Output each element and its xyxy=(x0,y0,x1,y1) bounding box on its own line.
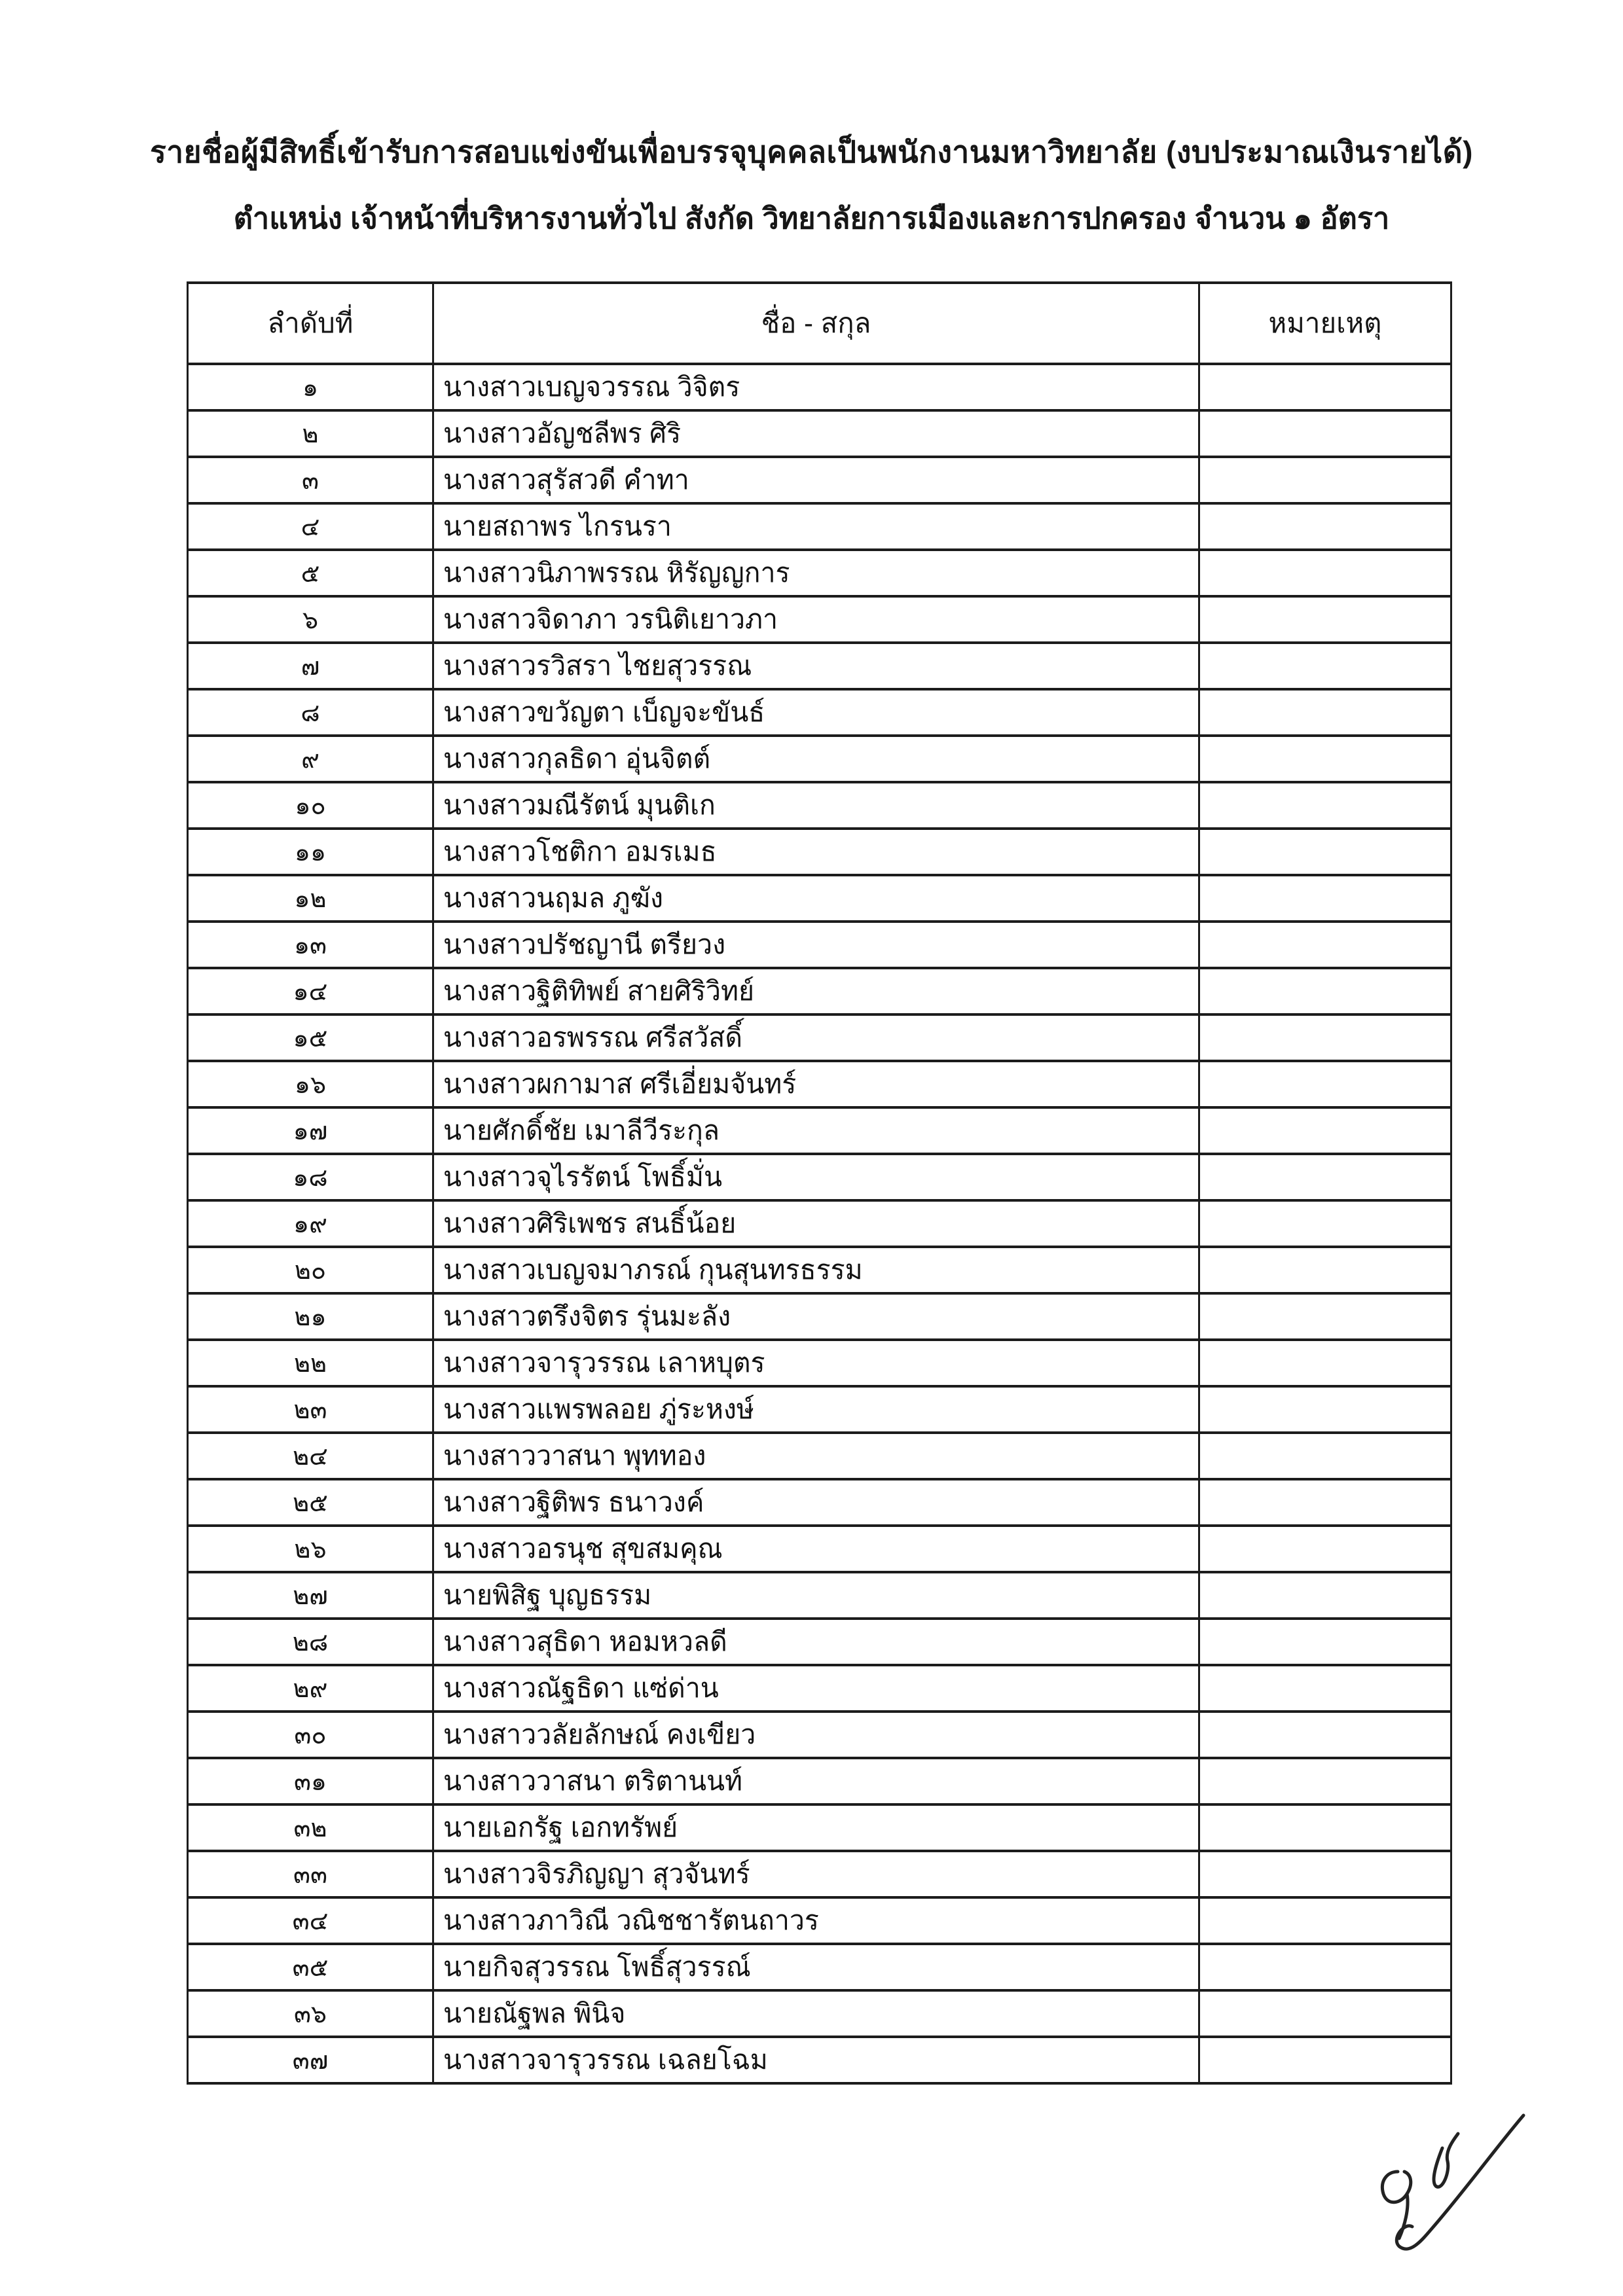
row-candidate-name: นางสาวมณีรัตน์ มุนติเก xyxy=(433,782,1199,829)
row-candidate-name: นายศักดิ์ชัย เมาลีวีระกุล xyxy=(433,1107,1199,1154)
row-order-number: ๑๕ xyxy=(188,1014,433,1061)
table-row xyxy=(188,1804,1451,1851)
row-candidate-name: นางสาวศิริเพชร สนธิ์น้อย xyxy=(433,1200,1199,1247)
row-remark xyxy=(1199,1712,1451,1758)
row-remark xyxy=(1199,1014,1451,1061)
table-row xyxy=(188,922,1451,968)
row-candidate-name: นางสาวจารุวรรณ เลาหบุตร xyxy=(433,1340,1199,1386)
row-order-number: ๑๑ xyxy=(188,829,433,875)
row-remark xyxy=(1199,1758,1451,1804)
row-order-number: ๒๒ xyxy=(188,1340,433,1386)
row-order-number: ๒๕ xyxy=(188,1479,433,1526)
table-row xyxy=(188,2037,1451,2083)
row-remark xyxy=(1199,1619,1451,1665)
document-title-line1: รายชื่อผู้มีสิทธิ์เข้ารับการสอบแข่งขันเพื่อบรรจุบุคคลเป็นพนักงานมหาวิทยาลัย (งบประมาณเงินรายได้) xyxy=(150,135,1473,169)
row-remark xyxy=(1199,875,1451,922)
row-candidate-name: นางสาวจิรภิญญา สุวจันทร์ xyxy=(433,1851,1199,1897)
row-remark xyxy=(1199,596,1451,643)
row-candidate-name: นายเอกรัฐ เอกทรัพย์ xyxy=(433,1804,1199,1851)
row-candidate-name: นางสาวจุไรรัตน์ โพธิ์มั่น xyxy=(433,1154,1199,1200)
row-order-number: ๓๑ xyxy=(188,1758,433,1804)
row-candidate-name: นางสาวผกามาส ศรีเอี่ยมจันทร์ xyxy=(433,1061,1199,1107)
table-row xyxy=(188,1293,1451,1340)
row-order-number: ๑๓ xyxy=(188,922,433,968)
row-order-number: ๒๗ xyxy=(188,1572,433,1619)
candidate-table-body xyxy=(188,364,1451,2083)
document-title-line2: ตำแหน่ง เจ้าหน้าที่บริหารงานทั่วไป สังกัด วิทยาลัยการเมืองและการปกครอง จำนวน ๑ อัตรา xyxy=(233,202,1390,235)
table-row xyxy=(188,1758,1451,1804)
row-remark xyxy=(1199,1154,1451,1200)
row-order-number: ๒๓ xyxy=(188,1386,433,1433)
row-candidate-name: นางสาวตรึงจิตร รุ่นมะลัง xyxy=(433,1293,1199,1340)
row-candidate-name: นางสาวจิดาภา วรนิติเยาวภา xyxy=(433,596,1199,643)
row-remark xyxy=(1199,1293,1451,1340)
row-order-number: ๓ xyxy=(188,457,433,503)
handwritten-signature-scribble xyxy=(1359,2088,1575,2284)
row-candidate-name: นางสาวสุรัสวดี คำทา xyxy=(433,457,1199,503)
row-candidate-name: นางสาวปรัชญานี ตรียวง xyxy=(433,922,1199,968)
row-remark xyxy=(1199,829,1451,875)
row-order-number: ๒๔ xyxy=(188,1433,433,1479)
row-order-number: ๒๘ xyxy=(188,1619,433,1665)
table-row xyxy=(188,596,1451,643)
row-order-number: ๒๖ xyxy=(188,1526,433,1572)
row-candidate-name: นางสาวนฤมล ภูฆัง xyxy=(433,875,1199,922)
row-candidate-name: นางสาวเบญจมาภรณ์ กุนสุนทรธรรม xyxy=(433,1247,1199,1293)
table-row xyxy=(188,1107,1451,1154)
row-remark xyxy=(1199,1061,1451,1107)
table-row xyxy=(188,1479,1451,1526)
row-remark xyxy=(1199,1386,1451,1433)
table-row xyxy=(188,1247,1451,1293)
row-order-number: ๑๔ xyxy=(188,968,433,1014)
header-order-number: ลำดับที่ xyxy=(188,283,433,364)
table-row xyxy=(188,1061,1451,1107)
table-row xyxy=(188,1340,1451,1386)
table-row xyxy=(188,410,1451,457)
table-row xyxy=(188,875,1451,922)
table-row xyxy=(188,457,1451,503)
row-remark xyxy=(1199,1107,1451,1154)
row-order-number: ๕ xyxy=(188,550,433,596)
row-remark xyxy=(1199,689,1451,736)
row-remark xyxy=(1199,1479,1451,1526)
row-order-number: ๙ xyxy=(188,736,433,782)
row-candidate-name: นางสาวอรพรรณ ศรีสวัสดิ์ xyxy=(433,1014,1199,1061)
row-candidate-name: นางสาววาสนา พุททอง xyxy=(433,1433,1199,1479)
row-candidate-name: นางสาววลัยลักษณ์ คงเขียว xyxy=(433,1712,1199,1758)
row-order-number: ๔ xyxy=(188,503,433,550)
row-order-number: ๓๗ xyxy=(188,2037,433,2083)
row-candidate-name: นางสาวอรนุช สุขสมคุณ xyxy=(433,1526,1199,1572)
row-remark xyxy=(1199,922,1451,968)
row-order-number: ๓๔ xyxy=(188,1897,433,1944)
row-remark xyxy=(1199,643,1451,689)
row-candidate-name: นางสาวขวัญตา เบ็ญจะขันธ์ xyxy=(433,689,1199,736)
table-row xyxy=(188,1572,1451,1619)
row-remark xyxy=(1199,968,1451,1014)
row-order-number: ๓๖ xyxy=(188,1990,433,2037)
row-order-number: ๒๙ xyxy=(188,1665,433,1712)
row-remark xyxy=(1199,2037,1451,2083)
row-remark xyxy=(1199,1247,1451,1293)
row-order-number: ๑๐ xyxy=(188,782,433,829)
row-order-number: ๒๑ xyxy=(188,1293,433,1340)
row-order-number: ๑ xyxy=(188,364,433,410)
row-remark xyxy=(1199,1897,1451,1944)
table-row xyxy=(188,1665,1451,1712)
row-remark xyxy=(1199,1851,1451,1897)
row-candidate-name: นางสาวอัญชลีพร ศิริ xyxy=(433,410,1199,457)
row-candidate-name: นางสาวเบญจวรรณ วิจิตร xyxy=(433,364,1199,410)
table-row xyxy=(188,1944,1451,1990)
table-row xyxy=(188,1851,1451,1897)
row-remark xyxy=(1199,1433,1451,1479)
row-order-number: ๓๒ xyxy=(188,1804,433,1851)
row-candidate-name: นายณัฐพล พินิจ xyxy=(433,1990,1199,2037)
table-row xyxy=(188,829,1451,875)
row-candidate-name: นางสาวโชติกา อมรเมธ xyxy=(433,829,1199,875)
table-row xyxy=(188,736,1451,782)
header-row xyxy=(188,283,1451,364)
table-row xyxy=(188,1712,1451,1758)
row-remark xyxy=(1199,1340,1451,1386)
table-row xyxy=(188,1526,1451,1572)
row-candidate-name: นางสาวฐิติพร ธนาวงค์ xyxy=(433,1479,1199,1526)
row-order-number: ๑๙ xyxy=(188,1200,433,1247)
row-remark xyxy=(1199,1572,1451,1619)
row-remark xyxy=(1199,1526,1451,1572)
row-remark xyxy=(1199,782,1451,829)
row-remark xyxy=(1199,1990,1451,2037)
row-remark xyxy=(1199,364,1451,410)
document-title-block xyxy=(0,128,1623,242)
row-remark xyxy=(1199,736,1451,782)
row-order-number: ๑๒ xyxy=(188,875,433,922)
candidate-table xyxy=(187,281,1452,2085)
row-order-number: ๓๕ xyxy=(188,1944,433,1990)
header-remarks: หมายเหตุ xyxy=(1199,283,1451,364)
table-row xyxy=(188,1619,1451,1665)
table-row xyxy=(188,364,1451,410)
table-row xyxy=(188,1433,1451,1479)
row-candidate-name: นางสาววาสนา ตริตานนท์ xyxy=(433,1758,1199,1804)
row-candidate-name: นางสาวนิภาพรรณ หิรัญญการ xyxy=(433,550,1199,596)
row-order-number: ๓๐ xyxy=(188,1712,433,1758)
table-row xyxy=(188,1014,1451,1061)
row-order-number: ๒๐ xyxy=(188,1247,433,1293)
row-remark xyxy=(1199,503,1451,550)
row-candidate-name: นางสาวแพรพลอย ภู่ระหงษ์ xyxy=(433,1386,1199,1433)
row-order-number: ๑๖ xyxy=(188,1061,433,1107)
table-row xyxy=(188,782,1451,829)
table-row xyxy=(188,689,1451,736)
row-candidate-name: นางสาวสุธิดา หอมหวลดี xyxy=(433,1619,1199,1665)
row-candidate-name: นายสถาพร ไกรนรา xyxy=(433,503,1199,550)
row-candidate-name: นางสาวภาวิณี วณิชชารัตนถาวร xyxy=(433,1897,1199,1944)
row-remark xyxy=(1199,410,1451,457)
row-candidate-name: นางสาวรวิสรา ไชยสุวรรณ xyxy=(433,643,1199,689)
row-candidate-name: นายพิสิฐ บุญธรรม xyxy=(433,1572,1199,1619)
table-row xyxy=(188,643,1451,689)
row-candidate-name: นางสาวกุลธิดา อุ่นจิตต์ xyxy=(433,736,1199,782)
row-order-number: ๑๗ xyxy=(188,1107,433,1154)
row-remark xyxy=(1199,457,1451,503)
header-name-surname: ชื่อ - สกุล xyxy=(433,283,1199,364)
table-row xyxy=(188,503,1451,550)
row-order-number: ๑๘ xyxy=(188,1154,433,1200)
table-row xyxy=(188,1990,1451,2037)
row-remark xyxy=(1199,550,1451,596)
row-order-number: ๘ xyxy=(188,689,433,736)
row-candidate-name: นางสาวจารุวรรณ เฉลยโฉม xyxy=(433,2037,1199,2083)
row-candidate-name: นางสาวฐิติทิพย์ สายศิริวิทย์ xyxy=(433,968,1199,1014)
row-remark xyxy=(1199,1200,1451,1247)
row-order-number: ๒ xyxy=(188,410,433,457)
table-row xyxy=(188,968,1451,1014)
row-remark xyxy=(1199,1665,1451,1712)
table-row xyxy=(188,1897,1451,1944)
row-order-number: ๓๓ xyxy=(188,1851,433,1897)
candidate-table-header xyxy=(188,283,1451,364)
row-order-number: ๗ xyxy=(188,643,433,689)
row-candidate-name: นางสาวณัฐธิดา แซ่ด่าน xyxy=(433,1665,1199,1712)
table-row xyxy=(188,1154,1451,1200)
table-row xyxy=(188,550,1451,596)
table-row xyxy=(188,1200,1451,1247)
row-order-number: ๖ xyxy=(188,596,433,643)
table-row xyxy=(188,1386,1451,1433)
row-candidate-name: นายกิจสุวรรณ โพธิ์สุวรรณ์ xyxy=(433,1944,1199,1990)
row-remark xyxy=(1199,1944,1451,1990)
row-remark xyxy=(1199,1804,1451,1851)
